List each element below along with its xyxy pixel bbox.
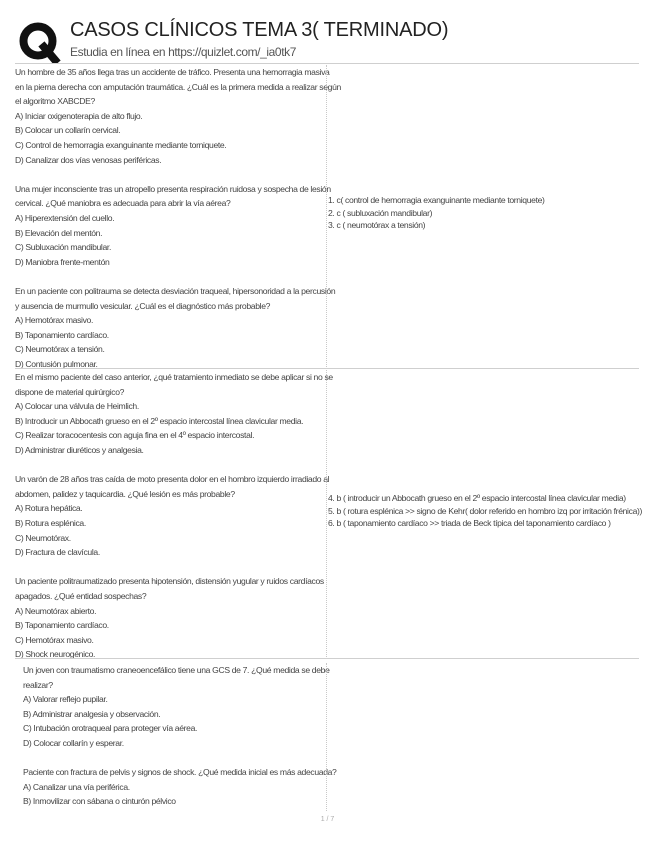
term-line: Una mujer inconsciente tras un atropello presenta respiración ruidosa y sospecha de lesión: [15, 183, 331, 194]
term-line: B) Inmovilizar con sábana o cinturón pélvico: [23, 796, 176, 807]
line-gap: [15, 458, 322, 473]
answer-line: 2. c ( subluxación mandibular): [328, 207, 433, 218]
row-divider: [15, 368, 639, 369]
term-line: A) Neumotórax abierto.: [15, 605, 97, 616]
answer-line: 1. c( control de hemorragia exanguinante mediante torniquete): [328, 195, 545, 205]
card-1-definition: [328, 194, 639, 232]
term-line: dispone de material quirúrgico?: [15, 386, 125, 397]
term-line: y ausencia de murmullo vesicular. ¿Cuál es el diagnóstico más probable?: [15, 300, 271, 311]
term-line: En el mismo paciente del caso anterior, ¿qué tratamiento inmediato se debe aplicar si no se: [15, 372, 333, 382]
card-2-term: [15, 370, 333, 662]
document-header: [15, 14, 645, 64]
term-line: Un joven con traumatismo craneoencefálico tiene una GCS de 7. ¿Qué medida se debe: [23, 665, 330, 675]
term-line: A) Hiperextensión del cuello.: [15, 212, 115, 223]
term-line: D) Fractura de clavícula.: [15, 547, 100, 558]
term-line: C) Neumotórax.: [15, 532, 71, 543]
line-gap: [23, 751, 330, 766]
term-line: D) Maniobra frente-mentón: [15, 256, 110, 267]
term-line: C) Realizar toracocentesis con aguja fina en el 4º espacio intercostal.: [15, 430, 255, 441]
term-line: B) Introducir un Abbocath grueso en el 2º espacio intercostal línea clavicular media.: [15, 415, 304, 426]
term-line: C) Hemotórax masivo.: [15, 634, 94, 645]
term-line: realizar?: [23, 679, 53, 690]
term-line: D) Colocar collarín y esperar.: [23, 737, 124, 748]
term-line: apagados. ¿Qué entidad sospechas?: [15, 590, 147, 601]
term-line: A) Rotura hepática.: [15, 503, 83, 514]
term-line: D) Administrar diuréticos y analgesia.: [15, 444, 144, 455]
column-divider: [326, 370, 327, 657]
term-line: Paciente con fractura de pelvis y signos de shock. ¿Qué medida inicial es más adecuada?: [23, 767, 337, 778]
term-line: En un paciente con politrauma se detecta desviación traqueal, hipersonoridad a la percusión: [15, 285, 336, 296]
term-line: C) Control de hemorragia exanguinante mediante torniquete.: [15, 139, 227, 150]
answer-line: 4. b ( introducir un Abbocath grueso en el 2º espacio intercostal línea clavicular media): [328, 493, 626, 503]
answer-line: 5. b ( rotura esplénica >> signo de Kehr( dolor referido en hombro izq por irritación frénica)): [328, 505, 643, 516]
term-line: en la pierna derecha con amputación traumática. ¿Cuál es la primera medida a realizar según: [15, 81, 341, 92]
card-1-term: [15, 65, 341, 371]
answer-line: 3. c ( neumotórax a tensión): [328, 220, 426, 231]
term-line: C) Subluxación mandibular.: [15, 242, 111, 253]
term-line: C) Neumotórax a tensión.: [15, 344, 105, 355]
term-line: A) Colocar una válvula de Heimlich.: [15, 401, 139, 412]
term-line: el algoritmo XABCDE?: [15, 96, 95, 107]
term-line: cervical. ¿Qué maniobra es adecuada para abrir la vía aérea?: [15, 198, 231, 209]
term-line: D) Shock neurogénico.: [15, 649, 96, 660]
page-number: 1 / 7: [320, 816, 335, 823]
term-line: B) Elevación del mentón.: [15, 227, 103, 238]
term-line: B) Colocar un collarín cervical.: [15, 125, 121, 136]
card-row-3: [15, 663, 639, 811]
term-line: D) Canalizar dos vías venosas periféricas.: [15, 154, 162, 165]
term-line: B) Taponamiento cardíaco.: [15, 620, 109, 631]
term-line: B) Taponamiento cardíaco.: [15, 329, 109, 340]
card-row-2: [15, 370, 643, 660]
term-line: A) Hemotórax masivo.: [15, 315, 94, 326]
term-line: A) Valorar reflejo pupilar.: [23, 694, 108, 705]
term-line: Un paciente politraumatizado presenta hipotensión, distensión yugular y ruidos cardíacos: [15, 576, 324, 587]
line-gap: [15, 560, 322, 575]
answer-line: 6. b ( taponamiento cardíaco >> triada de Beck típica del taponamiento cardíaco ): [328, 518, 611, 529]
term-line: D) Contusión pulmonar.: [15, 358, 98, 369]
term-line: Un hombre de 35 años llega tras un accidente de tráfico. Presenta una hemorragia masiva: [15, 67, 330, 77]
card-2-definition: [328, 492, 643, 530]
column-divider: [326, 65, 327, 367]
row-divider: [15, 658, 639, 659]
term-line: abdomen, palidez y taquicardia. ¿Qué lesión es más probable?: [15, 488, 235, 499]
line-gap: [15, 167, 322, 182]
document-title: CASOS CLÍNICOS TEMA 3( TERMINADO): [70, 19, 449, 41]
header-divider: [15, 63, 639, 64]
term-line: A) Canalizar una vía periférica.: [23, 781, 130, 792]
card-3-term: [23, 663, 337, 809]
card-row-1: [15, 65, 639, 367]
term-line: C) Intubación orotraqueal para proteger vía aérea.: [23, 723, 198, 734]
quizlet-logo-icon: [17, 20, 61, 64]
column-divider: [326, 663, 327, 811]
term-line: B) Rotura esplénica.: [15, 517, 86, 528]
term-line: A) Iniciar oxigenoterapia de alto flujo.: [15, 110, 143, 121]
term-line: Un varón de 28 años tras caída de moto presenta dolor en el hombro izquierdo irradiado al: [15, 474, 330, 485]
document-subtitle: Estudia en línea en https://quizlet.com/_ia0tk7: [70, 45, 297, 59]
line-gap: [15, 269, 322, 284]
term-line: B) Administrar analgesia y observación.: [23, 708, 161, 719]
